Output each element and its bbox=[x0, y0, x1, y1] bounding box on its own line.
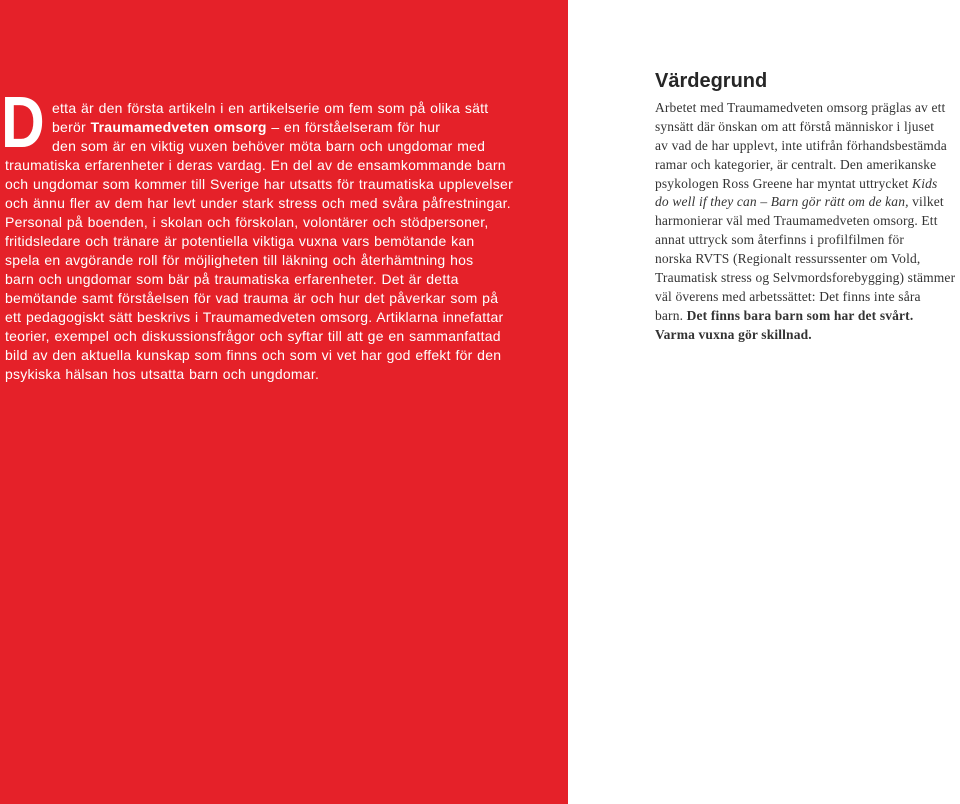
sidebar-text-line: av vad de har upplevt, inte utifrån förhandsbestämda bbox=[655, 137, 947, 153]
sidebar-text-line: norska RVTS (Regionalt ressurssenter om Vold, bbox=[655, 251, 921, 267]
intro-text-line: Personal på boenden, i skolan och förskolan, volontärer och stödpersoner, bbox=[5, 213, 489, 230]
intro-text-line: och ännu fler av dem har levt under stark stress och med svåra påfrestningar. bbox=[5, 194, 511, 211]
sidebar-text-line bbox=[655, 193, 959, 212]
sidebar-text-segment: vilket bbox=[908, 194, 944, 210]
sidebar-text-segment: barn. bbox=[655, 307, 687, 323]
sidebar-text-line: Traumatisk stress og Selvmordsforebygging) stämmer bbox=[655, 270, 956, 286]
intro-text-line: traumatiska erfarenheter i deras vardag. En del av de ensamkommande barn bbox=[5, 156, 506, 173]
intro-text-line: bild av den aktuella kunskap som finns och som vi vet har god effekt för den bbox=[5, 346, 502, 363]
intro-text-line: psykiska hälsan hos utsatta barn och ungdomar. bbox=[5, 365, 320, 382]
italic-quote: do well if they can – Barn gör rätt om de kan, bbox=[655, 194, 909, 210]
intro-text-segment: – en förståelseram för hur bbox=[266, 118, 441, 135]
drop-cap: D bbox=[1, 83, 45, 163]
values-body bbox=[655, 99, 959, 345]
intro-text-line: etta är den första artikeln i en artikelserie om fem som på olika sätt bbox=[52, 99, 489, 116]
sidebar-text-line bbox=[655, 307, 959, 326]
values-heading: Värdegrund bbox=[655, 70, 768, 92]
intro-text-line bbox=[5, 118, 563, 137]
sidebar-text-line: ramar och kategorier, är centralt. Den amerikanske bbox=[655, 156, 937, 172]
sidebar-text-line: harmonierar väl med Traumamedveten omsorg. Ett bbox=[655, 213, 938, 229]
intro-text-line: fritidsledare och tränare är potentiella viktiga vuxna vars bemötande kan bbox=[5, 232, 475, 249]
bold-statement: Varma vuxna gör skillnad. bbox=[655, 326, 812, 342]
bold-statement: Det finns bara barn som har det svårt. bbox=[686, 307, 914, 323]
sidebar-text-line: Arbetet med Traumamedveten omsorg präglas av ett bbox=[655, 100, 946, 115]
sidebar-text-line: annat uttryck som återfinns i profilfilmen för bbox=[655, 232, 905, 248]
sidebar-text-line: väl överens med arbetssättet: Det finns inte såra bbox=[655, 288, 921, 304]
intro-text-line: barn och ungdomar som bär på traumatiska erfarenheter. Det är detta bbox=[5, 270, 459, 287]
intro-text-line: bemötande samt förståelsen för vad trauma är och hur det påverkar som på bbox=[5, 289, 499, 306]
intro-text-segment: berör bbox=[52, 118, 91, 135]
values-sidebar bbox=[655, 0, 959, 804]
intro-text-line: den som är en viktig vuxen behöver möta barn och ungdomar med bbox=[52, 137, 486, 154]
intro-text-line: och ungdomar som kommer till Sverige har utsatts för traumatiska upplevelser bbox=[5, 175, 513, 192]
intro-text-line: spela en avgörande roll för möjligheten till läkning och återhämtning hos bbox=[5, 251, 474, 268]
sidebar-text-line bbox=[655, 326, 959, 345]
intro-text-line: teorier, exempel och diskussionsfrågor och syftar till att ge en sammanfattad bbox=[5, 327, 501, 344]
italic-quote: Kids bbox=[912, 175, 938, 191]
article-intro bbox=[5, 99, 563, 384]
intro-text-line: ett pedagogiskt sätt beskrivs i Traumamedveten omsorg. Artiklarna innefattar bbox=[5, 308, 504, 325]
emphasis-text: Traumamedveten omsorg bbox=[90, 118, 267, 135]
sidebar-text-line bbox=[655, 175, 959, 194]
sidebar-text-line: synsätt där önskan om att förstå människor i ljuset bbox=[655, 118, 935, 134]
sidebar-text-segment: psykologen Ross Greene har myntat uttrycket bbox=[655, 175, 913, 191]
